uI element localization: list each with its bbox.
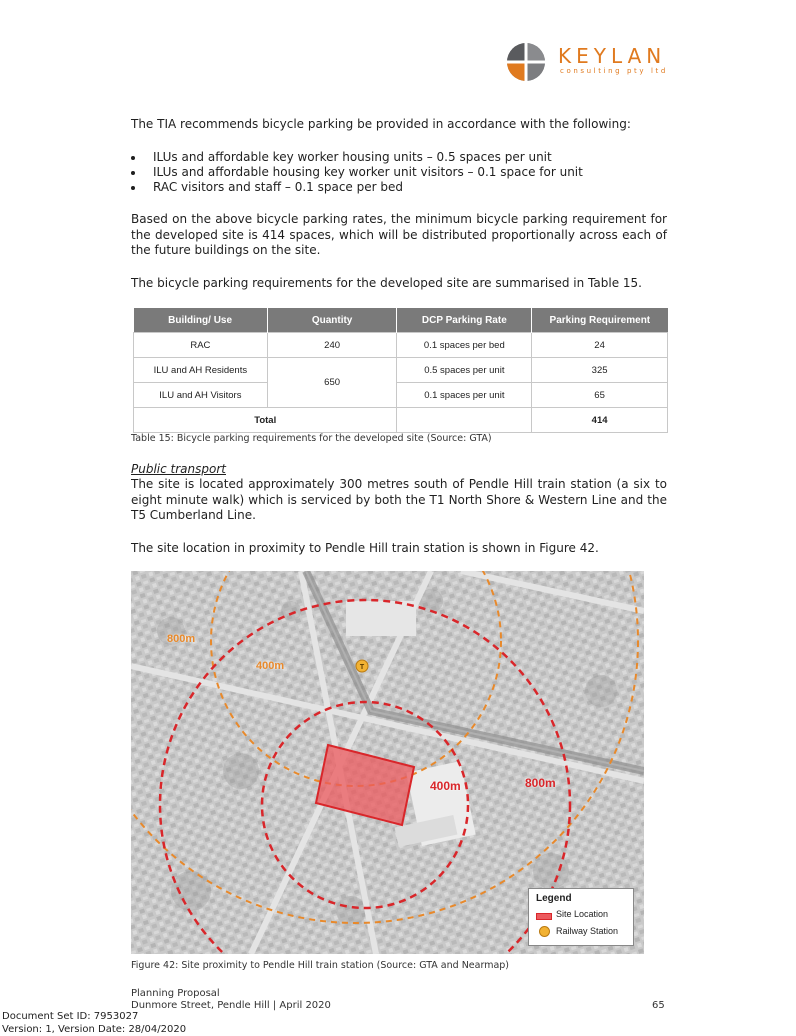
red-800m-label: 800m — [525, 776, 556, 790]
table-cell: ILU and AH Visitors — [134, 383, 268, 408]
table-intro-paragraph: The bicycle parking requirements for the developed site are summarised in Table 15. — [131, 276, 642, 290]
orange-800m-label: 800m — [167, 633, 196, 645]
table-caption: Table 15: Bicycle parking requirements for the developed site (Source: GTA) — [131, 433, 492, 444]
section-heading: Public transport — [131, 462, 226, 476]
page-number: 65 — [652, 1000, 665, 1011]
transport-paragraph: The site is located approximately 300 metres south of Pendle Hill train station (a six to eight minute walk) which is serviced by both the T1 North Shore & Western Line and the T5 Cumberland Line. — [131, 477, 667, 522]
orange-400m-label: 400m — [256, 660, 285, 672]
footer-title: Planning Proposal — [131, 988, 220, 999]
logo-circle-icon — [504, 40, 548, 84]
table-cell: 0.1 spaces per bed — [397, 333, 532, 358]
railway-station-icon — [356, 660, 368, 672]
railway-station-legend-icon — [539, 926, 550, 937]
table-cell: 0.5 spaces per unit — [397, 358, 532, 383]
table-cell: 650 — [267, 358, 397, 408]
table-cell: 240 — [267, 333, 397, 358]
figure-caption: Figure 42: Site proximity to Pendle Hill train station (Source: GTA and Nearmap) — [131, 960, 510, 971]
table-total-label: Total — [134, 408, 397, 433]
bullet-icon — [131, 186, 135, 190]
site-proximity-map — [131, 571, 644, 954]
table-header-cell: Quantity — [267, 308, 397, 333]
table-total-value: 414 — [532, 408, 668, 433]
table-total-row — [134, 408, 668, 433]
table-cell: 24 — [532, 333, 668, 358]
table-row — [134, 383, 668, 408]
table-row — [134, 358, 668, 383]
table-cell: ILU and AH Residents — [134, 358, 268, 383]
figure-intro-paragraph: The site location in proximity to Pendle Hill train station is shown in Figure 42. — [131, 541, 599, 555]
map-legend — [528, 888, 634, 946]
bicycle-parking-table — [133, 308, 668, 433]
table-cell: 65 — [532, 383, 668, 408]
table-header-row — [134, 308, 668, 333]
table-cell: 0.1 spaces per unit — [397, 383, 532, 408]
keylan-logo — [504, 40, 674, 84]
logo-wordmark: KEYLAN — [558, 44, 667, 68]
legend-station-label: Railway Station — [556, 926, 619, 936]
table-header-cell: Parking Requirement — [532, 308, 668, 333]
legend-title: Legend — [536, 893, 572, 904]
bullet-list — [131, 150, 671, 195]
document-version: Version: 1, Version Date: 28/04/2020 — [2, 1024, 187, 1035]
bicycle-requirement-paragraph: Based on the above bicycle parking rates, the minimum bicycle parking requirement for the developed site is 414 spaces, which will be distributed proportionally across each of the future buildings on the site. — [131, 212, 667, 257]
intro-paragraph: The TIA recommends bicycle parking be provided in accordance with the following: — [131, 117, 631, 131]
list-item: ILUs and affordable key worker housing units – 0.5 spaces per unit — [131, 150, 671, 165]
table-cell: RAC — [134, 333, 268, 358]
table-header-cell: DCP Parking Rate — [397, 308, 532, 333]
table-cell: 325 — [532, 358, 668, 383]
document-set-id: Document Set ID: 7953027 — [2, 1011, 139, 1022]
table-cell — [397, 408, 532, 433]
list-item: RAC visitors and staff – 0.1 space per bed — [131, 180, 671, 195]
bullet-icon — [131, 156, 135, 160]
bullet-icon — [131, 171, 135, 175]
svg-text:T: T — [359, 664, 365, 671]
site-location-swatch-icon — [536, 913, 552, 920]
red-400m-label: 400m — [430, 779, 461, 793]
list-item: ILUs and affordable housing key worker unit visitors – 0.1 space for unit — [131, 165, 671, 180]
table-row — [134, 333, 668, 358]
footer-subtitle: Dunmore Street, Pendle Hill | April 2020 — [131, 1000, 331, 1011]
legend-site-label: Site Location — [556, 909, 609, 919]
logo-subtitle: consulting pty ltd — [560, 67, 668, 75]
table-header-cell: Building/ Use — [134, 308, 268, 333]
